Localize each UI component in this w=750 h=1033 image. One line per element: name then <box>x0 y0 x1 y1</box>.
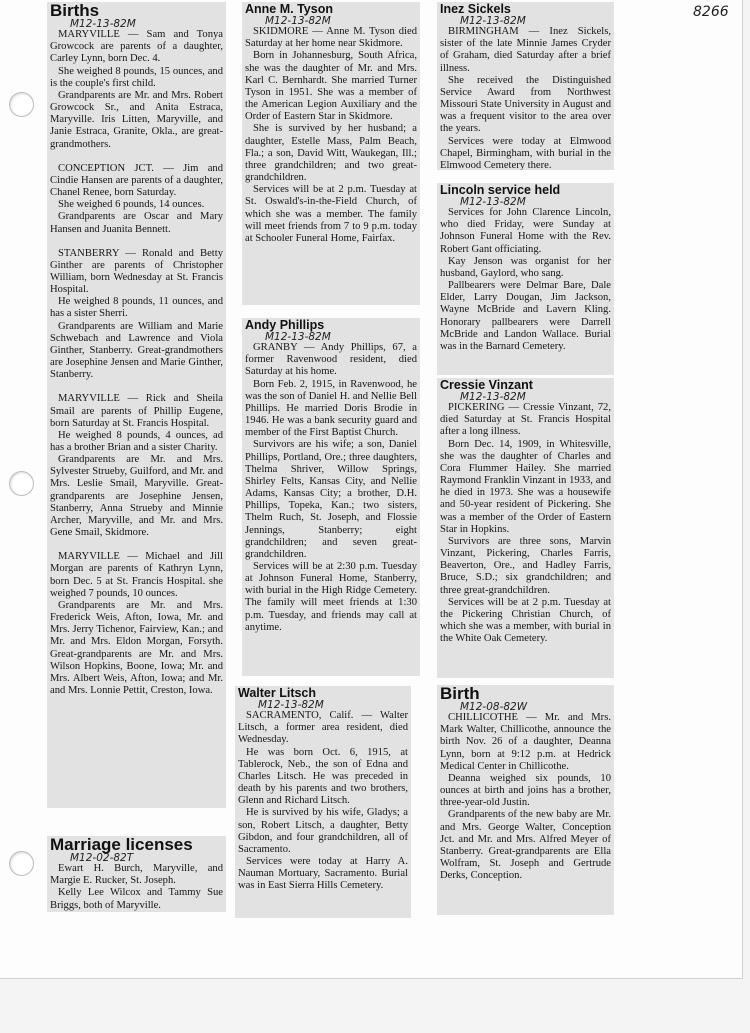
litsch-obituary <box>235 686 411 918</box>
paragraph: She is survived by her husband; a daughter, Estelle Mass, Palm Beach, Fla.; a son, David Witt, Waukegan, Ill.; three grandchildren; and two great-grandchildren. <box>245 123 417 184</box>
paragraph: Survivors are three sons, Marvin Vinzant, Pickering, Charles Farris, Beaverton, Ore., and Hadley Farris, Bruce, S.D.; six grandchildren; and three great-grandchildren. <box>440 535 611 596</box>
paragraph: MARYVILLE — Michael and Jill Morgan are parents of Kathryn Lynn, born Dec. 5 at St. Francis Hospital. she weighed 7 pounds, 10 ounces. <box>50 551 223 599</box>
clipping-heading: Lincoln service held <box>440 183 561 197</box>
paragraph: She weighed 6 pounds, 14 ounces. <box>58 199 205 211</box>
paragraph: Grandparents are Mr. and Mrs. Sylvester Strueby, Guilford, and Mr. and Mrs. Leslie Smail, Maryville. Great-grandparents are Josephine Jensen, Stanberry, Anna Strueby and Minnie Archer, Maryville, and Mr. and Mrs. Gene Smail, Skidmore. <box>50 454 223 539</box>
paragraph: Survivors are his wife; a son, Daniel Phillips, Portland, Ore.; three daughters, Thelma Shriver, Willow Springs, Shirley Felts, Kansas City, and Nellie Adams, Kansas City; a brother, D.H. Phillips, Topeka, Kan.; two sisters, Thelm Ruch, St. Joseph, and Flossie Jennings, Stanberry; eight grandchildren; and seven great-grandchildren. <box>245 439 417 560</box>
clipping-heading: Marriage licenses <box>50 836 193 854</box>
paragraph: He was born Oct. 6, 1915, at Tablerock, Neb., the son of Edna and Charles Litsch. He was preceded in death by his parents and two brothers, Glenn and Richard Litsch. <box>238 746 408 807</box>
paragraph: Grandparents are Oscar and Mary Hansen and Juanita Bennett. <box>50 211 223 235</box>
paragraph: STANBERRY — Ronald and Betty Ginther are parents of Christopher William, born Wednesday at St. Francis Hospital. <box>50 247 223 296</box>
paragraph: Born in Johannesburg, South Africa, she was the daughter of Mr. and Mrs. Karl C. Bernhardt. She married Turner Tyson in 1951. She was a member of the American Legion Auxiliary and the Order of Eastern Star in Skidmore. <box>245 50 417 123</box>
paragraph: Grandparents are Mr. and Mrs. Robert Growcock Sr., and Anita Estraca, Maryville. Iris Litten, Maryville, and Janie Estraca, Granite, Okla., are great-grandmothers. <box>50 89 223 150</box>
binder-hole <box>9 92 34 117</box>
paragraph: Kay Jenson was organist for her husband, Gaylord, who sang. <box>440 255 611 279</box>
lincoln-service-clipping <box>437 183 614 375</box>
clipping-heading: Anne M. Tyson <box>245 2 333 16</box>
handwritten-date: M12-02-82T <box>70 852 134 865</box>
paragraph: CONCEPTION JCT. — Jim and Cindie Hansen are parents of a daughter, Chanel Renee, born Saturday. <box>50 162 223 199</box>
paragraph: Born Feb. 2, 1915, in Ravenwood, he was the son of Daniel H. and Nellie Bell Phillips. He married Doris Brodie in 1946. He was a bank security guard and member of the First Baptist Church. <box>245 378 417 439</box>
paragraph: MARYVILLE — Rick and Sheila Smail are parents of Phillip Eugene, born Saturday at St. Francis Hospital. <box>50 393 223 429</box>
paragraph: Deanna weighed six pounds, 10 ounces at birth and joins has a brother, three-year-old Justin. <box>440 772 611 809</box>
handwritten-date: M12-13-82M <box>265 331 331 344</box>
paragraph: He is survived by his wife, Gladys; a son, Robert Litsch, a daughter, Betty Gibdon, and four grandchildren, all of Sacramento. <box>238 807 408 855</box>
handwritten-date: M12-13-82M <box>70 18 136 31</box>
clipping-heading: Inez Sickels <box>440 2 511 16</box>
paragraph: Kelly Lee Wilcox and Tammy Sue Briggs, both of Maryville. <box>50 887 223 911</box>
handwritten-date: M12-08-82W <box>460 701 528 714</box>
phillips-obituary <box>242 318 420 676</box>
paragraph: Services will be at 2 p.m. Tuesday at St. Oswald's-in-the-Field Church, of which she was a member. The family will meet friends from 7 to 9 p.m. today at Schooler Funeral Home, Fairfax. <box>245 184 417 244</box>
page-number: 8266 <box>693 4 729 20</box>
paragraph: He weighed 8 pounds, 4 ounces, ad has a brother Brian and a sister Charity. <box>50 429 223 453</box>
paragraph: She weighed 8 pounds, 15 ounces, and is the couple's first child. <box>50 65 223 89</box>
births-clipping <box>47 2 226 808</box>
paragraph: Services for John Clarence Lincoln, who died Friday, were Sunday at Johnson Funeral Home with the Rev. Robert Gant officiating. <box>440 207 611 255</box>
paragraph: Pallbearers were Delmar Bare, Dale Elder, Larry Dougan, Jim Jackson, Wayne McBride and Lavern Kling. Honorary pallbearers were Darrell McBride and Landon Wallace. Burial was in the Barnard Cemetery. <box>440 280 611 352</box>
clipping-heading: Births <box>50 2 100 20</box>
birth-clipping <box>437 685 614 915</box>
paragraph: Services will be at 2:30 p.m. Tuesday at Johnson Funeral Home, Stanberry, with burial in the High Ridge Cemetery. The family will meet friends at 1:30 p.m. Tuesday, and friends may call at anytime. <box>245 560 417 633</box>
clipping-heading: Cressie Vinzant <box>440 378 533 392</box>
paragraph: Services were today at Harry A. Nauman Mortuary, Sacramento. Burial was in East Sierra Hills Cemetery. <box>238 856 408 892</box>
paragraph: SACRAMENTO, Calif. — Walter Litsch, a former area resident, died Wednesday. <box>238 710 408 746</box>
clipping-heading: Andy Phillips <box>245 318 325 332</box>
vinzant-obituary <box>437 378 614 678</box>
paragraph: Services will be at 2 p.m. Tuesday at the Pickering Christian Church, of which she was a member, with burial in the White Oak Cemetery. <box>440 596 611 645</box>
paragraph: Services were today at Elmwood Chapel, Birmingham, with burial in the Elmwood Cemetery there. <box>440 135 611 170</box>
paragraph: Ewart H. Burch, Maryville, and Margie E. Rucker, St. Joseph. <box>50 863 223 887</box>
paragraph: Born Dec. 14, 1909, in Whitesville, she was the daughter of Charles and Cora Flummer Hailey. She married Raymond Franklin Vinzant in 1933, and he died in 1973. She was a housewife and 50-year resident of Pickering. She was a member of the Order of Eastern Star in Hopkins. <box>440 438 611 535</box>
paragraph: She received the Distinguished Service Award from Northwest Missouri State University in August and was a frequent visitor to the area over the years. <box>440 74 611 135</box>
paragraph: SKIDMORE — Anne M. Tyson died Saturday at her home near Skidmore. <box>245 26 417 50</box>
paragraph: GRANBY — Andy Phillips, 67, a former Ravenwood resident, died Saturday at his home. <box>245 342 417 378</box>
paragraph: PICKERING — Cressie Vinzant, 72, died Saturday at St. Francis Hospital after a long illness. <box>440 402 611 438</box>
handwritten-date: M12-13-82M <box>258 699 324 712</box>
binder-hole <box>9 851 34 876</box>
paragraph: Grandparents of the new baby are Mr. and Mrs. George Walter, Conception Jct. and Mr. and Mrs. Alfred Meyer of Stanberry. Great-grandparents are Ella Wolfram, St. Joseph and Gertrude Derks, Conception. <box>440 809 611 882</box>
paragraph: MARYVILLE — Sam and Tonya Growcock are parents of a daughter, Carley Lynn, born Dec. 4. <box>50 29 223 65</box>
tyson-obituary <box>242 2 420 305</box>
clipping-heading: Walter Litsch <box>238 686 317 700</box>
handwritten-date: M12-13-82M <box>460 15 526 28</box>
handwritten-date: M12-13-82M <box>265 15 331 28</box>
handwritten-date: M12-13-82M <box>460 391 526 404</box>
paragraph: CHILLICOTHE — Mr. and Mrs. Mark Walter, Chillicothe, announce the birth Nov. 26 of a daughter, Deanna Lynn, born at 9:12 p.m. at Hedrick Medical Center in Chillicothe. <box>440 712 611 772</box>
clipping-heading: Birth <box>440 685 480 703</box>
handwritten-date: M12-13-82M <box>460 196 526 209</box>
paragraph: He weighed 8 pounds, 11 ounces, and has a sister Sherri. <box>50 296 223 320</box>
binder-hole <box>9 471 34 496</box>
sickels-obituary <box>437 2 614 170</box>
paragraph: BIRMINGHAM — Inez Sickels, sister of the late Minnie James Cryder of Graham, died Saturday after a brief illness. <box>440 26 611 74</box>
paragraph: Grandparents are Mr. and Mrs. Frederick Weis, Afton, Iowa, Mr. and Mrs. Jerry Tichenor, Fairview, Kan.; and Mr. and Mrs. Eldon Morgan, Forsyth. Great-grandparents are Mr. and Mrs. Wilson Hopkins, Boone, Iowa; Mr. and Mrs. Albert Weis, Afton, Iowa; and Mr. and Mrs. Lonnie Pettit, Creston, Iowa. <box>50 599 223 696</box>
marriage-licenses-clipping <box>47 836 226 912</box>
paragraph: Grandparents are William and Marie Schwebach and Lawrence and Viola Ginther, Stanberry. Great-grandmothers are Josephine Jensen and Marie Ginther, Stanberry. <box>50 320 223 381</box>
